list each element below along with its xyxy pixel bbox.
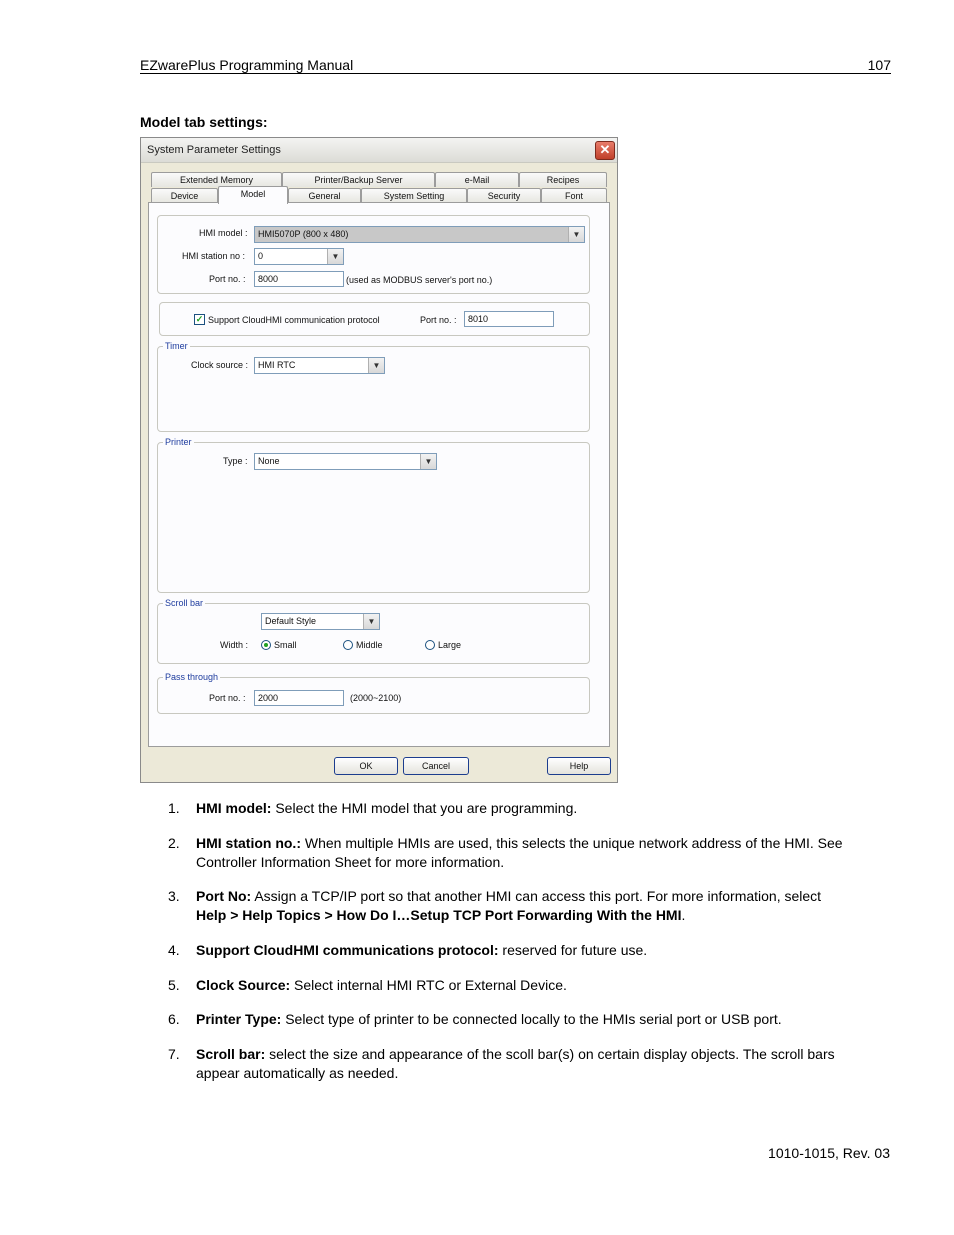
pass-port-input[interactable]: 2000 (254, 690, 344, 706)
width-large-radio[interactable] (425, 640, 435, 650)
timer-legend: Timer (165, 341, 188, 351)
list-item (196, 834, 856, 872)
width-middle-label: Middle (356, 640, 383, 650)
tab-model[interactable]: Model (218, 186, 288, 204)
tab-email[interactable]: e-Mail (435, 172, 519, 187)
clock-label: Clock source : (191, 360, 249, 370)
chevron-down-icon[interactable]: ▼ (568, 227, 584, 242)
list-item-number: 4. (168, 942, 180, 958)
width-large-label: Large (438, 640, 462, 650)
tab-extended-memory[interactable]: Extended Memory (151, 172, 282, 187)
list-item-desc: . (681, 907, 686, 923)
width-small-radio[interactable] (261, 640, 271, 650)
tab-printer-backup-server[interactable]: Printer/Backup Server (282, 172, 435, 187)
list-item-number: 6. (168, 1011, 180, 1027)
cancel-button[interactable]: Cancel (403, 757, 469, 775)
cloud-port-label: Port no. : (420, 315, 457, 325)
tab-general[interactable]: General (288, 188, 361, 203)
scroll-style-select[interactable] (261, 613, 380, 630)
list-item-term: HMI station no.: (196, 835, 301, 851)
list-item (196, 1045, 856, 1083)
list-item-desc: Select internal HMI RTC or External Device. (290, 977, 567, 993)
printer-type-select[interactable] (254, 453, 437, 470)
ok-button[interactable]: OK (334, 757, 398, 775)
list-item-term: Clock Source: (196, 977, 291, 993)
page-number: 107 (867, 57, 891, 73)
document-number: 1010-1015, Rev. 03 (768, 1145, 890, 1161)
tab-device[interactable]: Device (151, 188, 218, 203)
dialog-title: System Parameter Settings (147, 144, 281, 156)
width-middle-radio[interactable] (343, 640, 353, 650)
port-note: (used as MODBUS server's port no.) (346, 275, 493, 285)
station-label: HMI station no : (182, 251, 246, 261)
chevron-down-icon[interactable]: ▼ (368, 358, 384, 373)
list-item-desc: Assign a TCP/IP port so that another HMI can access this port. For more information, select (251, 888, 822, 904)
list-item-desc: Select the HMI model that you are programming. (271, 800, 578, 816)
type-label: Type : (223, 456, 248, 466)
tab-font[interactable]: Font (541, 188, 607, 203)
dialog-titlebar (141, 138, 617, 163)
list-item-number: 2. (168, 835, 180, 851)
header-rule (140, 73, 891, 74)
printer-legend: Printer (165, 437, 192, 447)
list-item-desc: Select type of printer to be connected locally to the HMIs serial port or USB port. (281, 1011, 782, 1027)
station-select[interactable] (254, 248, 344, 265)
tab-security[interactable]: Security (467, 188, 541, 203)
help-button[interactable]: Help (547, 757, 611, 775)
clock-select[interactable] (254, 357, 385, 374)
list-item (196, 887, 856, 925)
close-icon[interactable]: ✕ (595, 141, 615, 160)
scrollbar-legend: Scroll bar (165, 598, 204, 608)
pass-through-legend: Pass through (165, 672, 219, 682)
scroll-style-value: Default Style (265, 616, 317, 626)
tab-system-setting[interactable]: System Setting (361, 188, 467, 203)
port-input[interactable]: 8000 (254, 271, 344, 287)
clock-value: HMI RTC (258, 360, 296, 370)
hmi-model-select[interactable] (254, 226, 585, 243)
list-item-number: 1. (168, 800, 180, 816)
station-value: 0 (258, 251, 264, 261)
list-item-number: 3. (168, 888, 180, 904)
list-item-term: Printer Type: (196, 1011, 282, 1027)
list-item-desc: select the size and appearance of the scoll bar(s) on certain display objects. The scroll bars appear automatically as needed. (196, 1046, 835, 1081)
hmi-model-label: HMI model : (199, 228, 248, 238)
cloudhmi-checkbox[interactable]: ✓ (195, 314, 204, 324)
manual-title: EZwarePlus Programming Manual (140, 57, 354, 73)
printer-type-value: None (258, 456, 280, 466)
list-item-term: HMI model: (196, 800, 272, 816)
list-item-term: Port No: (196, 888, 252, 904)
list-item-desc: reserved for future use. (498, 942, 648, 958)
list-item-number: 5. (168, 977, 180, 993)
help-path: Help > Help Topics > How Do I…Setup TCP Port Forwarding With the HMI (196, 907, 682, 923)
cloudhmi-label: Support CloudHMI communication protocol (208, 315, 380, 325)
port-label: Port no. : (209, 274, 246, 284)
list-item-desc: When multiple HMIs are used, this selects the unique network address of the HMI. See Controller Information Sheet for more information. (196, 835, 843, 870)
section-title: Model tab settings: (140, 114, 268, 130)
cloud-port-input[interactable]: 8010 (464, 311, 554, 327)
pass-range-note: (2000~2100) (350, 693, 402, 703)
list-item (196, 976, 856, 995)
hmi-model-value: HMI5070P (800 x 480) (258, 229, 349, 239)
chevron-down-icon[interactable]: ▼ (327, 249, 343, 264)
list-item (196, 799, 856, 818)
chevron-down-icon[interactable]: ▼ (420, 454, 436, 469)
tab-recipes[interactable]: Recipes (519, 172, 607, 187)
list-item-term: Support CloudHMI communications protocol: (196, 942, 499, 958)
list-item-number: 7. (168, 1046, 180, 1062)
list-item-term: Scroll bar: (196, 1046, 266, 1062)
chevron-down-icon[interactable]: ▼ (363, 614, 379, 629)
width-small-label: Small (274, 640, 297, 650)
list-item (196, 1010, 856, 1029)
pass-port-label: Port no. : (209, 693, 246, 703)
list-item (196, 941, 856, 960)
width-label: Width : (220, 640, 249, 650)
